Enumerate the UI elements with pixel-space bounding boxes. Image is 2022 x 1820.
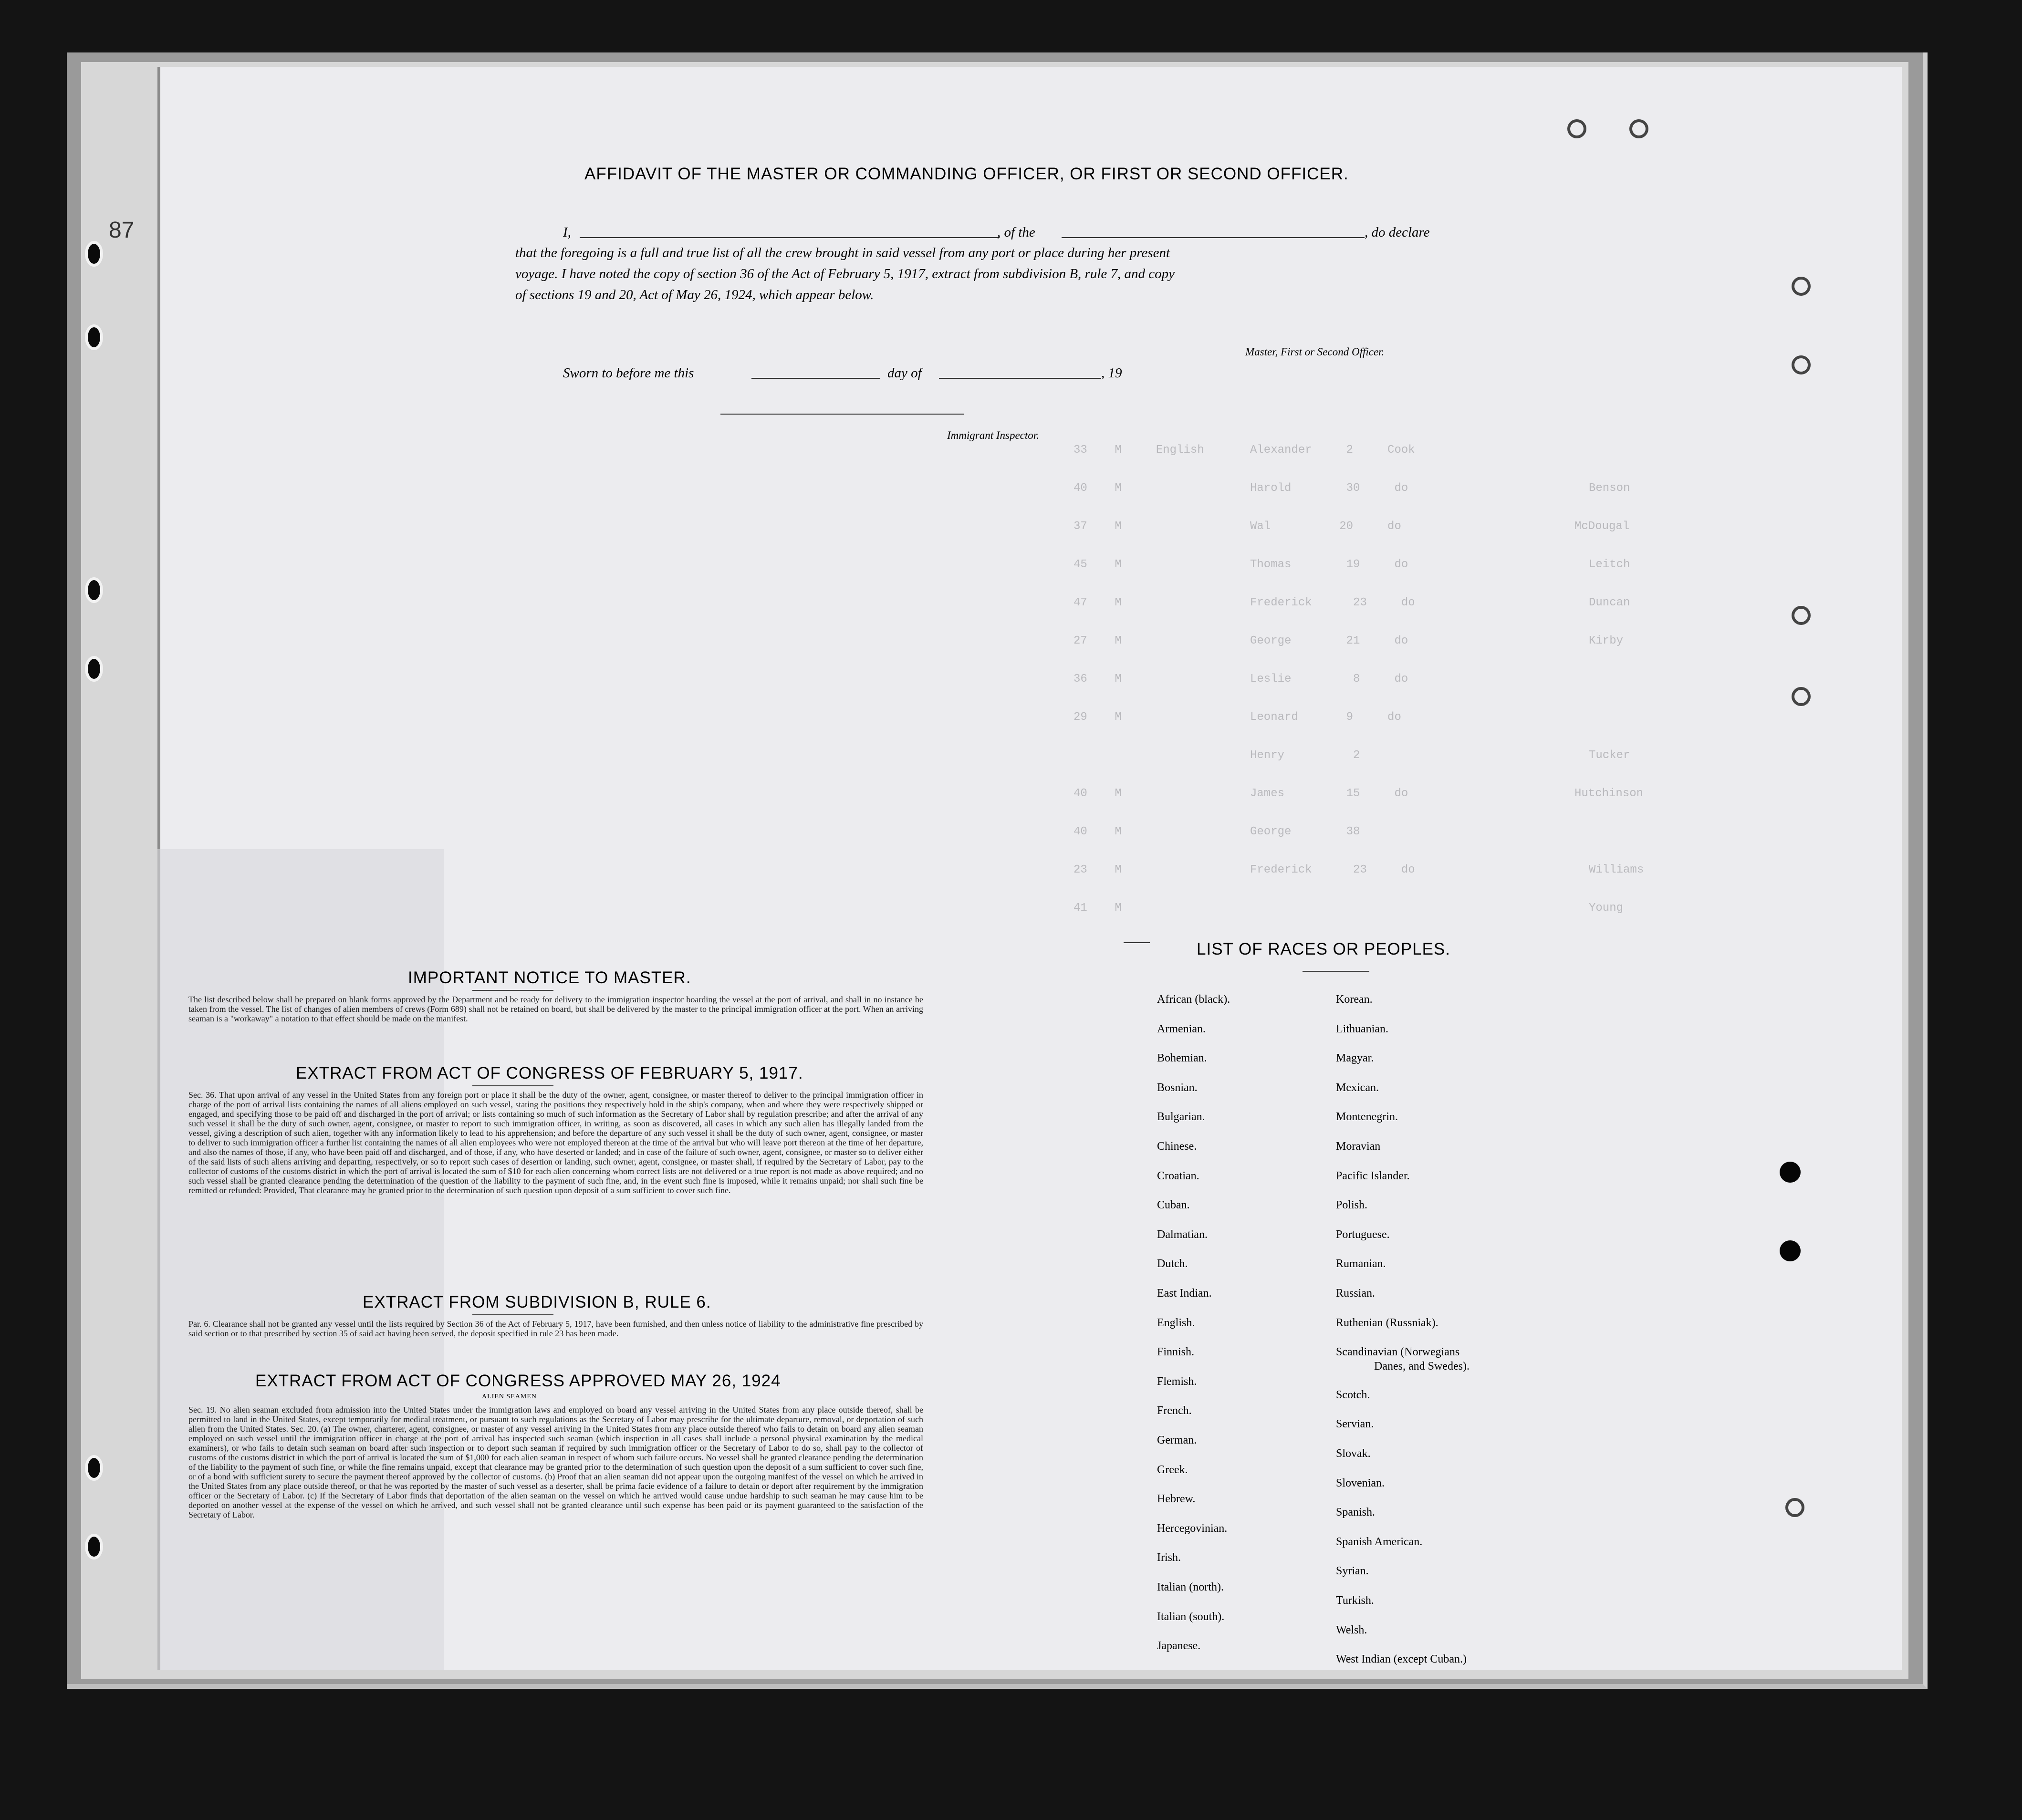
race-item: Danes, and Swedes). [1374,1360,1470,1373]
alien-seamen-subtitle: ALIEN SEAMEN [482,1393,537,1400]
binder-hole-icon [1785,1498,1804,1517]
notice-title: IMPORTANT NOTICE TO MASTER. [408,968,691,987]
race-item: Scotch. [1336,1388,1370,1401]
race-item: Croatian. [1157,1169,1199,1182]
race-item: Dalmatian. [1157,1228,1208,1241]
race-item: Bosnian. [1157,1081,1198,1094]
inspector-signature-line[interactable] [720,414,964,415]
binder-hole-icon [1792,606,1811,625]
race-item: Polish. [1336,1199,1368,1212]
sworn-day-blank[interactable] [751,378,880,379]
race-item: Italian (south). [1157,1610,1225,1623]
race-item: Greek. [1157,1463,1188,1476]
race-item: Turkish. [1336,1594,1374,1607]
race-item: Lithuanian. [1336,1022,1388,1035]
race-item: Syrian. [1336,1565,1369,1578]
race-item: Cuban. [1157,1199,1190,1212]
race-item: Irish. [1157,1551,1181,1564]
affidavit-title: AFFIDAVIT OF THE MASTER OR COMMANDING OFFICER, OR FIRST OR SECOND OFFICER. [584,165,1349,183]
race-item: Finnish. [1157,1346,1195,1359]
race-item: Russian. [1336,1287,1376,1300]
race-item: Mexican. [1336,1081,1379,1094]
race-item: Welsh. [1336,1623,1367,1636]
inspector-label: Immigrant Inspector. [947,429,1039,441]
master-signature-label: Master, First or Second Officer. [1245,346,1385,358]
race-item: English. [1157,1316,1195,1329]
race-item: Italian (north). [1157,1581,1224,1593]
extract-1924-title: EXTRACT FROM ACT OF CONGRESS APPROVED MAY 26, 1924 [255,1372,781,1390]
race-item: Hercegovinian. [1157,1522,1228,1535]
binder-hole-icon [1792,687,1811,706]
notice-body: The list described below shall be prepared on blank forms approved by the Department and be ready for delivery to the immigration inspector boarding the vessel at the port of arrival, and shall in no instance be taken from the vessel. The list of changes of alien members of crews (Form 689) shall not be retained on board, but shall be delivered by the master to the principal immigration officer at the port. When an arriving seaman is a "workaway" a notation to that effect should be made on the manifest. [188,995,923,1023]
race-item: African (black). [1157,993,1230,1006]
race-item: Bulgarian. [1157,1111,1205,1123]
year-prefix: , 19 [1101,365,1122,381]
race-item: Ruthenian (Russniak). [1336,1316,1438,1329]
page-shadow [157,849,444,1670]
binder-hole-icon [85,1455,103,1481]
affidavit-line4: of sections 19 and 20, Act of May 26, 1924, which appear below. [515,287,874,302]
sworn-label: Sworn to before me this [563,365,694,381]
race-item: Korean. [1336,993,1373,1006]
race-item: East Indian. [1157,1287,1212,1300]
races-title: LIST OF RACES OR PEOPLES. [1197,940,1451,958]
race-item: Chinese. [1157,1140,1197,1153]
race-item: Slovenian. [1336,1477,1385,1489]
race-item: Japanese. [1157,1640,1201,1653]
affidavit-line1-of-the: , of the [997,225,1035,240]
race-item: Flemish. [1157,1375,1197,1388]
rule6-title: EXTRACT FROM SUBDIVISION B, RULE 6. [363,1293,711,1311]
affidavit-line3: voyage. I have noted the copy of section 36 of the Act of February 5, 1917, extract from subdivision B, rule 7, and copy [515,266,1175,281]
race-item: Dutch. [1157,1258,1188,1270]
race-item: Slovak. [1336,1447,1371,1460]
punch-dot-icon [1780,1240,1801,1261]
binder-hole-icon [85,324,103,350]
margin-number: 87 [109,218,135,243]
race-item: Montenegrin. [1336,1111,1398,1123]
race-item: Portuguese. [1336,1228,1390,1241]
extract-1917-body: Sec. 36. That upon arrival of any vessel in the United States from any foreign port or place it shall be the duty of the owner, agent, consignee, or master thereof to deliver to the principal immigration officer in charge of the port of arrival lists containing the names of all aliens employed on such vessel, stating the positions they respectively hold in the ship's company, when and where they were respectively shipped or engaged, and specifying those to be paid off and discharged in the port of arrival; or lists containing so much of such information as the Secretary of Labor shall by regulation prescribe; and after the arrival of any such vessel it shall be the duty of such owner, agent, consignee, or master to report to such immigration officer, in writing, as soon as discovered, all cases in which any such alien has illegally landed from the vessel, giving a description of such alien, together with any information likely to lead to his apprehension; and before the departure of any such vessel it shall be the duty of such owner, agent, consignee, or master to deliver to such immigration officer a further list containing the names of all alien employees who were not employed thereon at the time of the arrival but who will leave port thereon at the time of her departure, and also the names of those, if any, who have been paid off and discharged, and of those, if any, who have deserted or landed; and in case of the failure of such owner, agent, consignee, or master so to deliver either of the said lists of such aliens arriving and departing, respectively, or so to report such cases of desertion or landing, such owner, agent, consignee, or master shall, if required by the Secretary of Labor, pay to the collector of customs of the customs district in which the port of arrival is located the sum of $10 for each alien concerning whom correct lists are not delivered or a true report is not made as above required; and no such vessel shall be granted clearance pending the determination of the question of the liability to the payment of such fine, and, in the event such fine is imposed, while it remains unpaid; nor shall such fine be remitted or refunded: Provided, That clearance may be granted prior to the determination of such question upon deposit of a sum sufficient to cover such fine. [188,1090,923,1195]
binder-hole-icon [1567,119,1586,138]
affidavit-line2: that the foregoing is a full and true list of all the crew brought in said vessel from any port or place during her present [515,245,1170,260]
binder-hole-icon [1629,119,1648,138]
race-item: French. [1157,1404,1192,1417]
race-item: Moravian [1336,1140,1381,1153]
race-item: Servian. [1336,1418,1374,1431]
binder-hole-icon [1792,355,1811,374]
name-blank[interactable] [580,237,1000,238]
race-item: Rumanian. [1336,1258,1386,1270]
punch-dot-icon [1780,1162,1801,1183]
race-item: Pacific Islander. [1336,1169,1410,1182]
race-item: Armenian. [1157,1022,1206,1035]
vessel-blank[interactable] [1062,237,1365,238]
race-item: Bohemian. [1157,1052,1207,1065]
binder-hole-icon [85,241,103,267]
race-item: Magyar. [1336,1052,1374,1065]
binder-hole-icon [85,656,103,682]
extract-1924-body: Sec. 19. No alien seaman excluded from admission into the United States under the immigration laws and employed on board any vessel arriving in the United States from any place outside thereof, shall be permitted to land in the United States, except temporarily for medical treatment, or pursuant to such regulations as the Secretary of Labor may prescribe for the ultimate departure, removal, or deportation of such alien from the United States. Sec. 20. (a) The owner, charterer, agent, consignee, or master of any vessel arriving in the United States from any place outside thereof who fails to detain on board any alien seaman employed on such vessel until the immigration officer in charge at the port of arrival has inspected such seaman (which inspection in all cases shall include a personal physical examination by the medical examiners), or who fails to detain such seaman on board after such inspection or to deport such seaman if required by such immigration officer or the Secretary of Labor to do so, shall pay to the collector of customs of the customs district in which the port of arrival is located the sum of $1,000 for each alien seaman in respect of whom such failure occurs. No vessel shall be granted clearance pending the determination of the liability to the payment of such fine, or while the fine remains unpaid, except that clearance may be granted prior to the determination of such question upon the deposit of a sum sufficient to cover such fine, or of a bond with sufficient surety to secure the payment thereof approved by the collector of customs. (b) Proof that an alien seaman did not appear upon the outgoing manifest of the vessel on which he arrived in the United States from any place outside thereof, or that he was reported by the master of such vessel as a deserter, shall be prima facie evidence of a failure to detain or deport after requirement by the immigration officer or the Secretary of Labor. (c) If the Secretary of Labor finds that deportation of the alien seaman on the vessel on which he arrived would cause undue hardship to such seaman he may cause him to be deported on another vessel at the expense of the vessel on which he arrived, and such vessel shall not be granted clearance until such expense has been paid or its payment guaranteed to the satisfaction of the Secretary of Labor. [188,1405,923,1519]
extract-1917-title: EXTRACT FROM ACT OF CONGRESS OF FEBRUARY 5, 1917. [296,1064,803,1082]
race-item: Spanish. [1336,1506,1376,1519]
binder-hole-icon [85,1534,103,1560]
affidavit-line1-end: , do declare [1365,225,1430,240]
race-item: Hebrew. [1157,1493,1196,1506]
race-item: German. [1157,1434,1197,1446]
sworn-month-blank[interactable] [939,378,1101,379]
binder-hole-icon [1792,277,1811,296]
rule6-body: Par. 6. Clearance shall not be granted any vessel until the lists required by Section 36 of the Act of February 5, 1917, have been furnished, and then unless notice of liability to the administrative fine prescribed by said section or to that prescribed by section 35 of said act having been served, the deposit specified in rule 23 has been made. [188,1319,923,1338]
race-item: Scandinavian (Norwegians [1336,1346,1460,1359]
binder-hole-icon [85,577,103,603]
race-item: West Indian (except Cuban.) [1336,1653,1467,1666]
day-of-label: day of [887,365,922,381]
affidavit-line1-i: I, [563,225,571,240]
race-item: Spanish American. [1336,1535,1423,1548]
